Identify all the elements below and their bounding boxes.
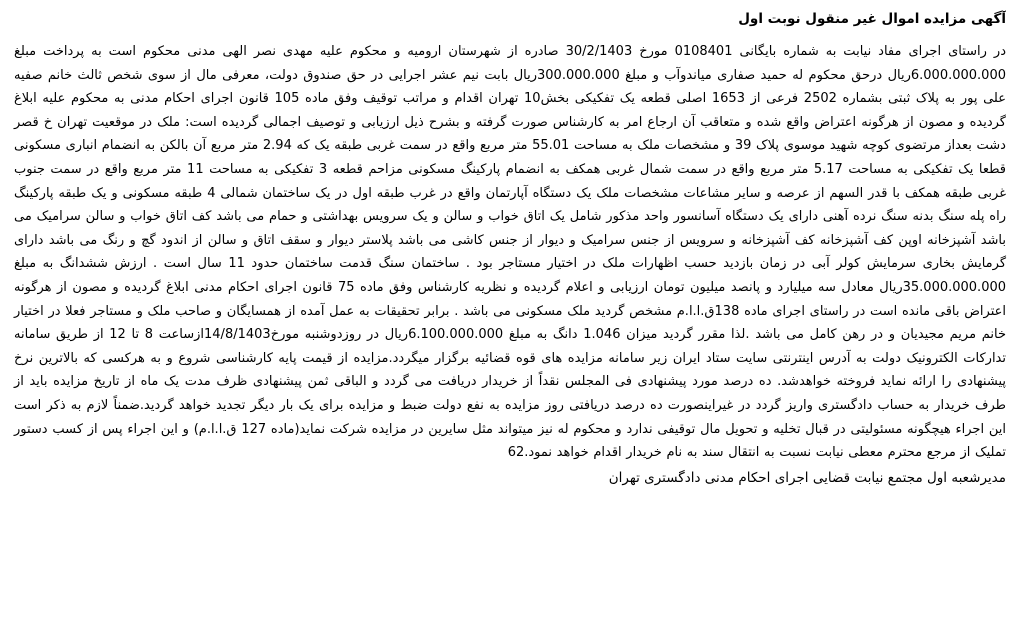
notice-body: در راستای اجرای مفاد نیابت به شماره بایگانی 0108401 مورخ 30/2/1403 صادره از شهرستان ارومیه و محکوم علیه مهدی نصر الهی مدنی محکوم است به پرداخت مبلغ 6.000.000.000ریال درحق محکوم له حمید صفاری میاندوآب و مبلغ 300.000.000ریال بابت نیم عشر اجرایی در حق صندوق دولت، معرفی مال از سوی شخص ثالث خانم صفیه علی پور به پلاک ثبتی بشماره 2502 فرعی از 1653 اصلی قطعه یک تفکیکی بخش10 تهران اقدام و مراتب توقیف وفق ماده 105 قانون اجرای احکام مدنی به محکوم علیه ابلاغ گردیده و مصون از هرگونه اعتراض واقع شده و متعاقب آن ارجاع امر به کارشناس صورت گرفته و بشرح ذیل ارزیابی و توصیف اجمالی گردیده است: ملک در موقعیت تهران خ قصر دشت بعداز مرتضوی کوچه شهید موسوی پلاک 39 و مشخصات ملک به مساحت 55.01 متر مربع واقع در سمت غربی طبقه یک که 2.94 متر مربع آن بالکن به انضمام انباری مسکونی قطعا یک تفکیکی به مساحت 5.17 متر مربع واقع در سمت شمال غربی همکف به انضمام پارکینگ مسکونی مزاحم قطعه 3 تفکیکی به مساحت 11 متر مربع واقع در سمت جنوب غربی طبقه همکف با قدر السهم از عرصه و سایر مشاعات مشخصات ملک یک دستگاه آپارتمان واقع در غرب طبقه اول در یک ساختمان شمالی 4 طبقه مسکونی و یک طبقه پارکینگ راه پله سنگ بدنه سنگ نرده آهنی دارای یک دستگاه آسانسور واحد مذکور شامل یک اتاق خواب و سالن و یک سرویس بهداشتی و حمام می باشد کف اتاق خواب و سالن سرامیک می باشد آشپزخانه اوپن کف آشپزخانه کف آشپزخانه و سرویس از جنس سرامیک و دیوار از جنس کاشی می باشد پلاستر دیوار و سقف اتاق و سالن از اندود گچ و رنگ می باشد دارای گرمایش بخاری سرمایش کولر آبی در زمان بازدید حسب اظهارات ملک در اختیار مستاجر بود . ساختمان سنگ قدمت ساختمان حدود 11 سال است . ارزش ششدانگ به مبلغ 35.000.000.000ریال معادل سه میلیارد و پانصد میلیون تومان ارزیابی و اعلام گردیده و نظریه کارشناس وفق ماده 75 قانون اجرای احکام مدنی ابلاغ گردیده و مصون از هرگونه اعتراض باقی مانده است در راستای اجرای ماده 138ق.ا.ا.م مشخص گردید ملک مسکونی می باشد . برابر تحقیقات به عمل آمده از همسایگان و صاحب ملک و مستاجر فعلا در اختیار خانم مریم مجیدیان و در رهن کامل می باشد .لذا مقرر گردید میزان 1.046 دانگ به مبلغ 6.100.000.000ریال در روزدوشنبه مورخ14/8/1403ازساعت 8 تا 12 از طریق سامانه تدارکات الکترونیک دولت به آدرس اینترنتی سایت ستاد ایران زیر سامانه مزایده های قوه قضائیه برگزار میگردد.مزایده از قیمت پایه کارشناسی شروع و به هرکسی که بالاترین نرخ پیشنهادی را ارائه نماید فروخته خواهدشد. ده درصد مورد پیشنهادی فی المجلس نقداً از خریدار دریافت می گردد و الباقی ثمن پیشنهادی ظرف مدت یک ماه از تاریخ مزایده باید از طرف خریدار به حساب دادگستری واریز گردد در غیراینصورت ده درصد دریافتی روز مزایده به نفع دولت ضبط و مزایده برای یک بار دیگر تجدید خواهد گردید.ضمناً لازم به ذکر است این اجراء هیچگونه مسئولیتی در قبال تخلیه و تحویل مال توقیفی ندارد و محکوم له نیز میتواند مثل سایرین در مزایده شرکت نماید(ماده 127 ق.ا.ا.م) و این اجراء پس از کسب دستور تملیک از مرجع محترم معطی نیابت نسبت به انتقال سند به نام خریدار اقدام خواهد نمود.62 bbox=[14, 44, 1007, 461]
notice-signature: مدیرشعبه اول مجتمع نیابت قضایی اجرای احکام مدنی دادگستری تهران bbox=[608, 469, 1006, 486]
notice-title: آگهی مزایده اموال غیر منقول نوبت اول bbox=[738, 11, 1006, 27]
